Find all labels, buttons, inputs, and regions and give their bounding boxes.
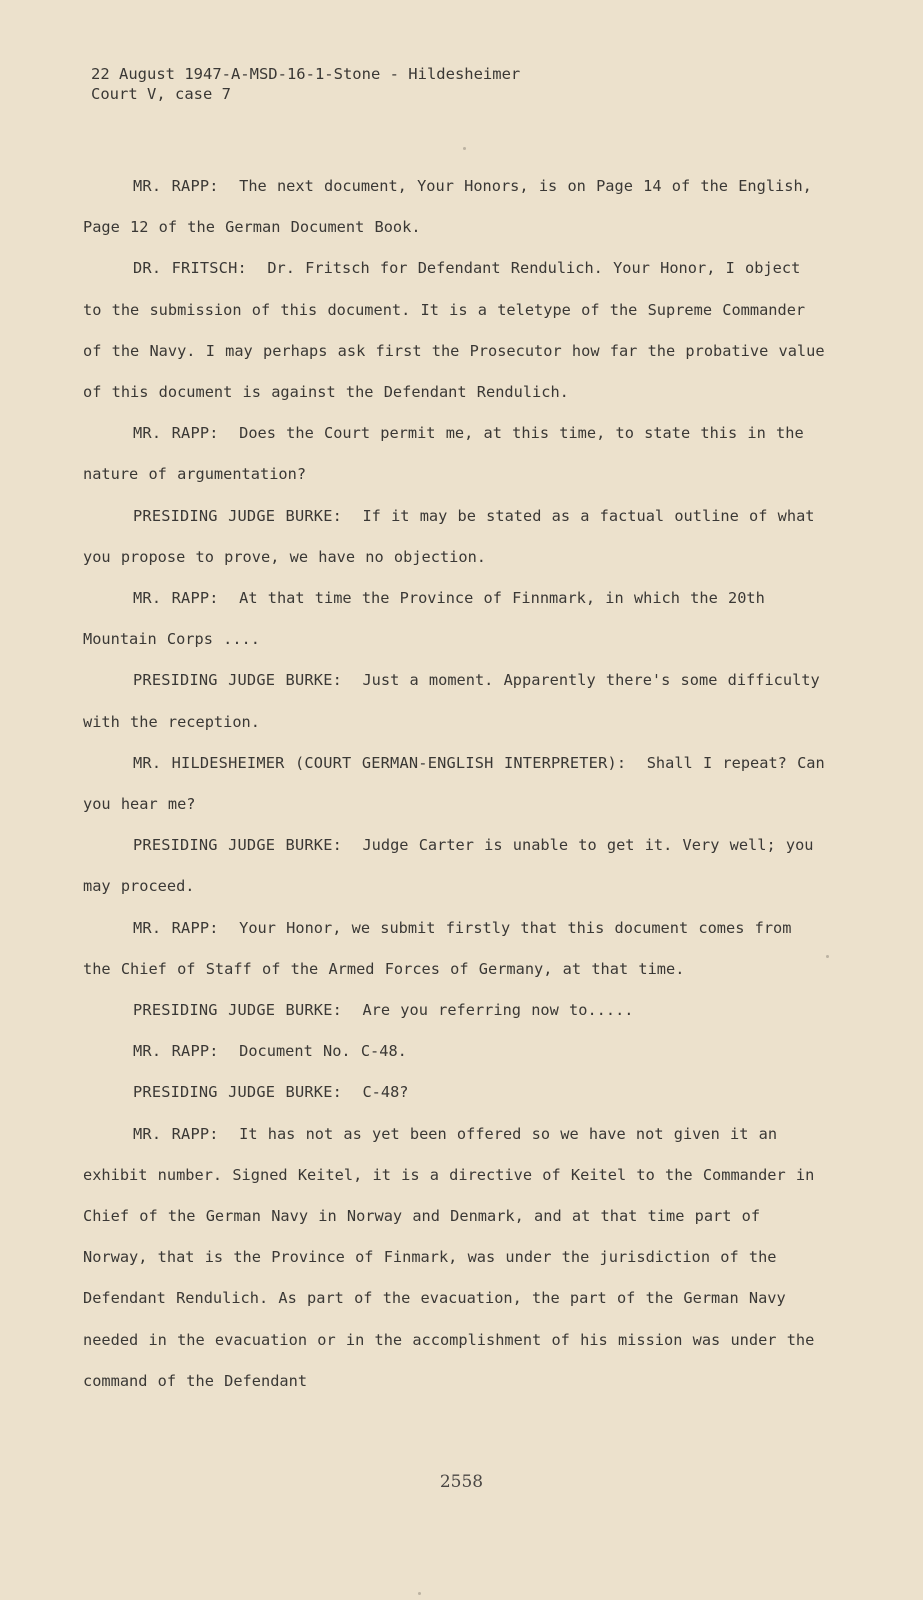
paper-speck [463, 147, 466, 150]
header-line-date-reference: 22 August 1947-A-MSD-16-1-Stone - Hildesheimer [91, 65, 521, 83]
transcript-paragraph [83, 578, 828, 660]
speaker-label: PRESIDING JUDGE BURKE: [133, 506, 343, 525]
speaker-label: MR. HILDESHEIMER (COURT GERMAN-ENGLISH INTERPRETER): [133, 753, 627, 772]
speech-text: Shall I repeat? Can you hear me? [83, 753, 825, 814]
transcript-paragraph [83, 496, 828, 578]
transcript-paragraph [83, 413, 828, 495]
speaker-label: MR. RAPP: [133, 1124, 219, 1143]
transcript-paragraph [83, 1031, 828, 1072]
transcript-paragraph [83, 660, 828, 742]
speech-text: At that time the Province of Finnmark, in which the 20th Mountain Corps .... [83, 589, 765, 649]
speaker-label: PRESIDING JUDGE BURKE: [133, 1001, 343, 1020]
speaker-label: DR. FRITSCH: [133, 259, 247, 278]
transcript-paragraph [83, 825, 828, 907]
transcript-paragraph [83, 990, 828, 1031]
transcript-paragraph [83, 1114, 828, 1402]
header-line-court-case: Court V, case 7 [91, 85, 231, 103]
speech-text: Are you referring now to..... [362, 1001, 634, 1020]
transcript-paragraph [83, 166, 828, 248]
speaker-label: MR. RAPP: [133, 177, 219, 195]
speech-text: Dr. Fritsch for Defendant Rendulich. Your Honor, I object to the submission of this document. It is a teletype of the Supreme Commander of the Navy. I may perhaps ask first the Prosecutor how far the probative value of this document is against the Defendant Rendulich. [83, 259, 825, 402]
speech-text: It has not as yet been offered so we have not given it an exhibit number. Signed Keitel, it is a directive of Keitel to the Commander in Chief of the German Navy in Norway and Denmark, and at that time part of Norway, that is the Province of Finmark, was under the jurisdiction of the Defendant Rendulich. As part of the evacuation, the part of the German Navy needed in the evacuation or in the accomplishment of his mission was under the command of the Defendant [83, 1124, 815, 1390]
transcript-paragraph [83, 1072, 828, 1113]
speech-text: Your Honor, we submit firstly that this document comes from the Chief of Staff of the Armed Forces of Germany, at that time. [83, 918, 792, 978]
speaker-label: MR. RAPP: [133, 589, 219, 608]
speaker-label: PRESIDING JUDGE BURKE: [133, 836, 343, 855]
speaker-label: MR. RAPP: [133, 918, 219, 937]
speech-text: Does the Court permit me, at this time, to state this in the nature of argumentation? [83, 424, 804, 484]
paper-speck [826, 955, 829, 958]
speech-text: If it may be stated as a factual outline of what you propose to prove, we have no objection. [83, 506, 815, 566]
speaker-label: MR. RAPP: [133, 1042, 219, 1061]
speaker-label: MR. RAPP: [133, 424, 219, 443]
transcript-paragraph [83, 743, 828, 825]
speaker-label: PRESIDING JUDGE BURKE: [133, 671, 343, 690]
page-number: 2558 [439, 1472, 484, 1492]
speaker-label: PRESIDING JUDGE BURKE: [133, 1083, 343, 1102]
speech-text: Just a moment. Apparently there's some difficulty with the reception. [83, 671, 820, 731]
speech-text: The next document, Your Honors, is on Page 14 of the English, Page 12 of the German Document Book. [83, 177, 812, 237]
transcript-paragraph [83, 248, 828, 413]
document-header [91, 64, 520, 104]
transcript-paragraph [83, 908, 828, 990]
transcript-body [83, 166, 828, 1402]
speech-text: C-48? [362, 1083, 409, 1102]
speech-text: Judge Carter is unable to get it. Very well; you may proceed. [83, 836, 814, 896]
speech-text: Document No. C-48. [239, 1042, 407, 1061]
paper-speck [418, 1592, 421, 1595]
